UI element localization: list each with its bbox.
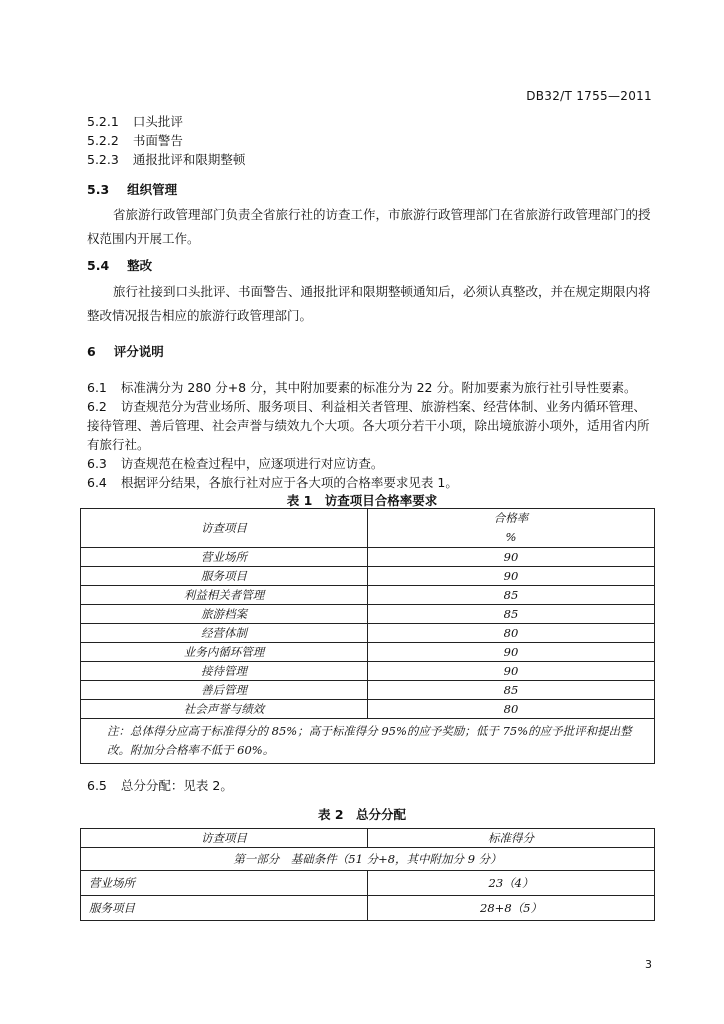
clause-text: 总分分配：见表 2。 (120, 778, 233, 793)
clause-6-2 (87, 397, 655, 454)
table-row (81, 700, 655, 719)
section-5-4-paragraph: 旅行社接到口头批评、书面警告、通报批评和限期整顿通知后，必须认真整改，并在规定期限内将整改情况报告相应的旅游行政管理部门。 (87, 284, 651, 323)
header-rate (368, 509, 655, 548)
table-row (81, 605, 655, 624)
table-row (81, 896, 655, 921)
section-part-one: 第一部分 基础条件（51 分+8，其中附加分 9 分） (81, 848, 655, 871)
cell-item: 接待管理 (81, 662, 368, 681)
cell-score: 23（4） (368, 871, 655, 896)
clause-number: 6.4 (87, 475, 107, 490)
clause-5-2-3 (87, 150, 245, 168)
clause-5-2-2 (87, 131, 183, 149)
cell-item: 营业场所 (81, 871, 368, 896)
section-5-3-heading (87, 180, 177, 198)
cell-rate: 90 (368, 548, 655, 567)
cell-rate: 90 (368, 662, 655, 681)
cell-item: 服务项目 (81, 896, 368, 921)
table-row (81, 643, 655, 662)
table-header-row (81, 829, 655, 848)
clause-number: 6.2 (87, 399, 107, 414)
clause-number: 6.5 (87, 778, 107, 793)
clause-text: 口头批评 (132, 114, 183, 129)
table-section-row (81, 848, 655, 871)
clause-text: 书面警告 (132, 133, 183, 148)
clause-text: 根据评分结果，各旅行社对应于各大项的合格率要求见表 1。 (120, 475, 458, 490)
table-row (81, 681, 655, 700)
table-2-caption: 表 2 总分分配 (317, 807, 407, 822)
section-number: 5.3 (87, 182, 110, 197)
clause-6-1 (87, 378, 636, 396)
clause-text: 通报批评和限期整顿 (132, 152, 246, 167)
cell-item: 旅游档案 (81, 605, 368, 624)
header-item: 访查项目 (81, 829, 368, 848)
cell-item: 善后管理 (81, 681, 368, 700)
header-score: 标准得分 (368, 829, 655, 848)
cell-item: 利益相关者管理 (81, 586, 368, 605)
cell-item: 经营体制 (81, 624, 368, 643)
section-number: 5.4 (87, 258, 110, 273)
clause-5-2-1 (87, 112, 183, 130)
section-5-3-paragraph: 省旅游行政管理部门负责全省旅行社的访查工作，市旅游行政管理部门在省旅游行政管理部门的授权范围内开展工作。 (87, 207, 651, 246)
clause-number: 5.2.1 (87, 114, 119, 129)
clause-text: 标准满分为 280 分+8 分，其中附加要素的标准分为 22 分。附加要素为旅行社引导性要素。 (120, 380, 637, 395)
cell-rate: 90 (368, 567, 655, 586)
table-note-row (81, 719, 655, 764)
section-6-heading (87, 342, 164, 360)
clause-text: 访查规范在检查过程中，应逐项进行对应访查。 (120, 456, 384, 471)
cell-rate: 85 (368, 586, 655, 605)
cell-rate: 85 (368, 605, 655, 624)
cell-rate: 85 (368, 681, 655, 700)
header-item: 访查项目 (81, 509, 368, 548)
table-row (81, 567, 655, 586)
section-title: 整改 (127, 258, 153, 273)
cell-rate: 80 (368, 624, 655, 643)
section-5-4-heading (87, 256, 152, 274)
clause-number: 5.2.2 (87, 133, 119, 148)
clause-number: 6.3 (87, 456, 107, 471)
header-rate-label: 合格率 (493, 511, 529, 525)
table-2 (80, 828, 655, 921)
table-row (81, 662, 655, 681)
cell-item: 业务内循环管理 (81, 643, 368, 662)
clause-6-3 (87, 454, 383, 472)
table-1-caption: 表 1 访查项目合格率要求 (286, 493, 438, 508)
table-1-note: 注：总体得分应高于标准得分的 85%；高于标准得分 95%的应予奖励；低于 75%的应予批评和提出整改。附加分合格率不低于 60%。 (81, 719, 655, 764)
clause-number: 5.2.3 (87, 152, 119, 167)
clause-number: 6.1 (87, 380, 107, 395)
section-number: 6 (87, 344, 96, 359)
section-title: 组织管理 (127, 182, 178, 197)
clause-6-4 (87, 473, 458, 491)
table-row (81, 624, 655, 643)
cell-item: 营业场所 (81, 548, 368, 567)
cell-item: 社会声誉与绩效 (81, 700, 368, 719)
table-row (81, 586, 655, 605)
clause-6-5 (87, 776, 233, 794)
clause-text: 访查规范分为营业场所、服务项目、利益相关者管理、旅游档案、经营体制、业务内循环管理、接待管理、善后管理、社会声誉与绩效九个大项。各大项分若干小项，除出境旅游小项外，适用省内所有旅行社。 (87, 399, 650, 452)
table-row (81, 871, 655, 896)
cell-item: 服务项目 (81, 567, 368, 586)
table-header-row (81, 509, 655, 548)
cell-rate: 80 (368, 700, 655, 719)
page-number: 3 (645, 958, 652, 971)
cell-score: 28+8（5） (368, 896, 655, 921)
header-rate-unit: % (505, 530, 517, 544)
table-row (81, 548, 655, 567)
standard-code: DB32/T 1755—2011 (526, 89, 652, 103)
table-1 (80, 508, 655, 764)
cell-rate: 90 (368, 643, 655, 662)
section-title: 评分说明 (113, 344, 164, 359)
